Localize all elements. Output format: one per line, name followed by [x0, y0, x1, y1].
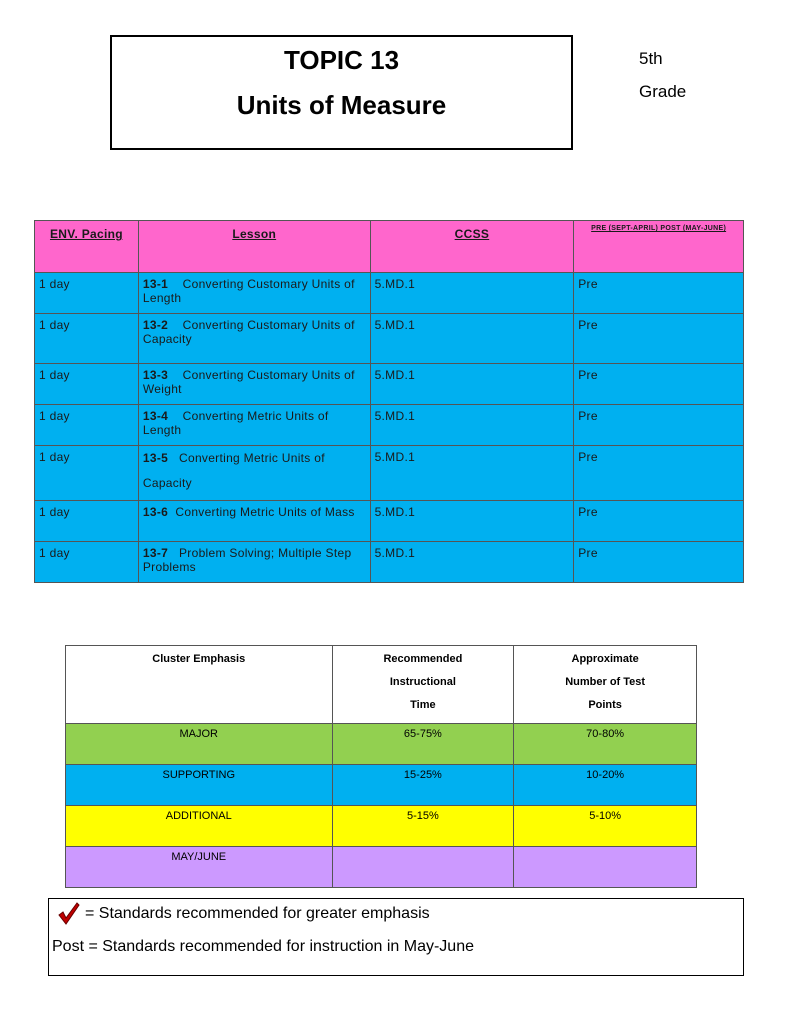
lesson-cell: [138, 405, 370, 446]
header-text: Points: [588, 699, 622, 711]
cluster-label: MAJOR: [66, 724, 333, 765]
time-value: 5-15%: [332, 806, 514, 847]
page-title: Units of Measure: [236, 90, 447, 120]
header-text: Time: [410, 699, 436, 711]
lesson-title: Converting Customary Units of Capacity: [142, 318, 355, 346]
cluster-table: [65, 645, 697, 888]
ccss-cell: 5.MD.1: [370, 501, 574, 542]
lesson-table: [34, 220, 744, 583]
lesson-cell: [138, 314, 370, 364]
lesson-number: 13-3: [142, 368, 169, 382]
lesson-title: Converting Metric Units of Capacity: [142, 451, 325, 490]
ccss-cell: 5.MD.1: [370, 364, 574, 405]
lesson-cell: [138, 446, 370, 501]
table-row: [66, 765, 697, 806]
topic-heading: TOPIC 13: [283, 45, 400, 75]
points-value: 70-80%: [514, 724, 697, 765]
ccss-cell: 5.MD.1: [370, 542, 574, 583]
time-value: [332, 847, 514, 888]
points-value: [514, 847, 697, 888]
table-row: [35, 446, 744, 501]
lesson-number: 13-1: [142, 277, 169, 291]
table-row: [35, 314, 744, 364]
ccss-cell: 5.MD.1: [370, 314, 574, 364]
pre-post-cell: Pre: [574, 542, 744, 583]
legend-box: [48, 898, 744, 976]
header-pacing: ENV. Pacing: [35, 221, 139, 273]
cluster-label: SUPPORTING: [66, 765, 333, 806]
pre-post-cell: Pre: [574, 273, 744, 314]
header-pre-post: PRE (SEPT-APRIL) POST (MAY-JUNE): [574, 221, 744, 273]
lesson-number: 13-4: [142, 409, 169, 423]
lesson-cell: [138, 273, 370, 314]
header-text: Approximate: [571, 653, 639, 665]
table-row: [35, 405, 744, 446]
lesson-table-header: [35, 221, 744, 273]
checkmark-icon: [57, 901, 81, 925]
pre-post-cell: Pre: [574, 405, 744, 446]
legend-emphasis-text: = Standards recommended for greater emphasis: [85, 905, 430, 922]
points-value: 10-20%: [514, 765, 697, 806]
grade-label: Grade: [639, 82, 687, 101]
pacing-cell: 1 day: [35, 405, 139, 446]
pre-post-cell: Pre: [574, 364, 744, 405]
pacing-cell: 1 day: [35, 542, 139, 583]
lesson-title: Problem Solving; Multiple Step Problems: [142, 546, 352, 574]
header-recommended-time: [332, 646, 514, 724]
pacing-cell: 1 day: [35, 501, 139, 542]
lesson-number: 13-2: [142, 318, 169, 332]
table-row: [35, 273, 744, 314]
header-cluster-emphasis: Cluster Emphasis: [66, 646, 333, 724]
pre-post-cell: Pre: [574, 446, 744, 501]
grade-number: 5th: [639, 49, 663, 68]
title-box: [110, 35, 573, 150]
header-lesson: Lesson: [138, 221, 370, 273]
time-value: 15-25%: [332, 765, 514, 806]
lesson-cell: [138, 542, 370, 583]
header-text: Recommended: [383, 653, 463, 665]
table-row: [35, 542, 744, 583]
cluster-label: MAY/JUNE: [66, 847, 333, 888]
cluster-label: ADDITIONAL: [66, 806, 333, 847]
pacing-cell: 1 day: [35, 273, 139, 314]
header-text: Number of Test: [565, 676, 646, 688]
header-text: Instructional: [389, 676, 456, 688]
ccss-cell: 5.MD.1: [370, 405, 574, 446]
legend-post-text: Post = Standards recommended for instruction in May-June: [52, 938, 474, 955]
time-value: 65-75%: [332, 724, 514, 765]
header-ccss: CCSS: [370, 221, 574, 273]
ccss-cell: 5.MD.1: [370, 273, 574, 314]
table-row: [66, 724, 697, 765]
lesson-title: Converting Metric Units of Length: [142, 409, 329, 437]
lesson-title: Converting Metric Units of Mass: [175, 505, 355, 519]
lesson-title: Converting Customary Units of Length: [142, 277, 355, 305]
table-row: [66, 806, 697, 847]
lesson-number: 13-6: [142, 505, 169, 519]
pre-post-cell: Pre: [574, 501, 744, 542]
lesson-cell: [138, 364, 370, 405]
pacing-cell: 1 day: [35, 314, 139, 364]
lesson-number: 13-5: [142, 451, 169, 465]
table-row: [35, 364, 744, 405]
cluster-table-header: [66, 646, 697, 724]
pacing-cell: 1 day: [35, 364, 139, 405]
lesson-title: Converting Customary Units of Weight: [142, 368, 355, 396]
ccss-cell: 5.MD.1: [370, 446, 574, 501]
header-test-points: [514, 646, 697, 724]
pacing-cell: 1 day: [35, 446, 139, 501]
table-row: [66, 847, 697, 888]
points-value: 5-10%: [514, 806, 697, 847]
lesson-cell: [138, 501, 370, 542]
pre-post-cell: Pre: [574, 314, 744, 364]
table-row: [35, 501, 744, 542]
lesson-number: 13-7: [142, 546, 169, 560]
